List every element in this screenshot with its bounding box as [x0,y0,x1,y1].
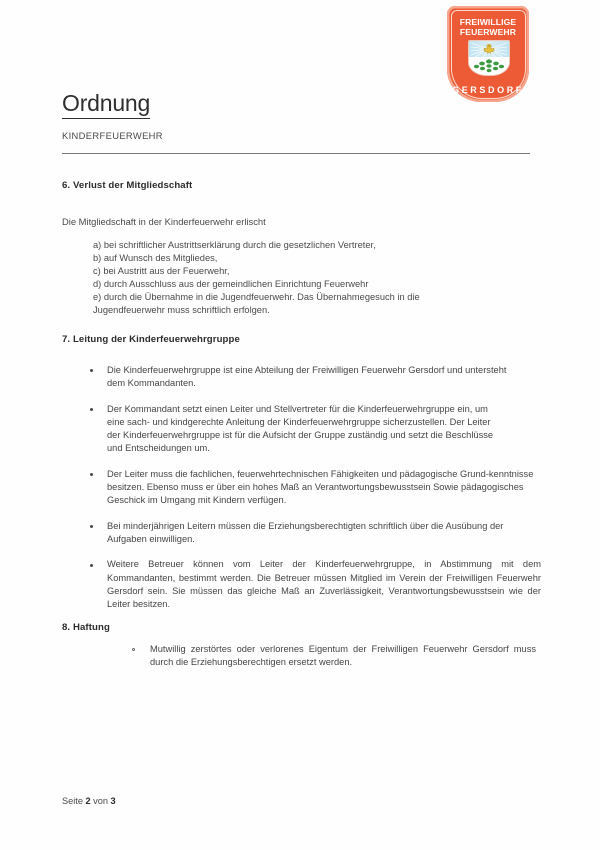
header-divider [62,153,530,154]
page-subtitle: KINDERFEUERWEHR [62,130,163,141]
crest-shield-shape [447,6,529,102]
crest-top-text [447,17,529,37]
crest-line-1: FREIWILLIGE [459,17,517,27]
page-title: Ordnung [62,90,150,119]
section-6-intro: Die Mitgliedschaft in der Kinderfeuerwehr erlischt [62,216,266,227]
page-footer [62,796,116,806]
crest-inner-emblem [468,40,510,76]
list-item: Die Kinderfeuerwehrgruppe ist eine Abteilung der Freiwilligen Feuerwehr Gersdorf und untersteht dem Kommandanten. [82,364,507,391]
section-6-lettered-list [93,239,513,316]
section-7-bullet-list [82,364,541,623]
list-item: Mutwillig zerstörtes oder verlorenes Eigentum der Freiwilligen Feuerwehr Gersdorf muss durch die Erziehungsberechtigen ersetzt werden. [124,643,536,670]
crest-oak-leaves-icon [469,57,509,75]
list-item: d) durch Ausschluss aus der gemeindlichen Einrichtung Feuerwehr [93,278,369,289]
list-item: c) bei Austritt aus der Feuerwehr, [93,265,230,276]
list-item: Der Leiter muss die fachlichen, feuerwehrtechnischen Fähigkeiten und pädagogische Grund-kenntnisse besitzen. Ebenso muss er über ein hohes Maß an Verantwortungsbewusstsein Sowie pädagogisches Geschick im Umgang mit Kindern verfügen. [82,468,543,508]
footer-prefix: Seite [62,796,86,806]
section-7-heading: 7. Leitung der Kinderfeuerwehrgruppe [62,334,240,345]
crest-arc-text: GERSDORF [452,85,524,95]
section-8-heading: 8. Haftung [62,622,110,633]
list-item: Der Kommandant setzt einen Leiter und Stellvertreter für die Kinderfeuerwehrgruppe ein, um eine sach- und kindgerechte Anleitung der Kinderfeuerwehrgruppe sicherzustellen. Der Leiter der Kinderfeuerwehrgruppe ist für die Aufsicht der Gruppe zuständig und setzt die Beschlüsse und Entscheidungen um. [82,403,505,456]
section-8-bullet-list [124,643,536,670]
list-item: Bei minderjährigen Leitern müssen die Erziehungsberechtigten schriftlich über die Ausübung der Aufgaben einwilligen. [82,520,527,547]
list-item: b) auf Wunsch des Mitgliedes, [93,252,218,263]
footer-total-pages: 3 [110,796,116,806]
section-6-heading: 6. Verlust der Mitgliedschaft [62,180,193,191]
list-item: a) bei schriftlicher Austrittserklärung durch die gesetzlichen Vertreter, [93,240,376,250]
crest-leaves-field [469,57,509,75]
footer-middle: von [90,796,111,806]
crest-eagle-icon [483,43,496,55]
crest-line-2: FEUERWEHR [459,27,517,38]
list-item: e) durch die Übernahme in die Jugendfeuerwehr. Das Übernahmegesuch in die Jugendfeuerwehr muss schriftlich erfolgen. [93,291,420,315]
list-item: Weitere Betreuer können vom Leiter der Kinderfeuerwehrgruppe, in Abstimmung mit dem Kommandanten, bestimmt werden. Die Betreuer müssen Mitglied im Verein der Freiwilligen Feuerwehr Gersdorf sein. Sie müssen das gleiche Maß an Zuverlässigkeit, Verantwortungsbewusstsein wie der Leiter besitzen. [82,558,541,611]
fire-brigade-crest-logo [447,6,529,102]
footer-current-page: 2 [85,796,91,806]
